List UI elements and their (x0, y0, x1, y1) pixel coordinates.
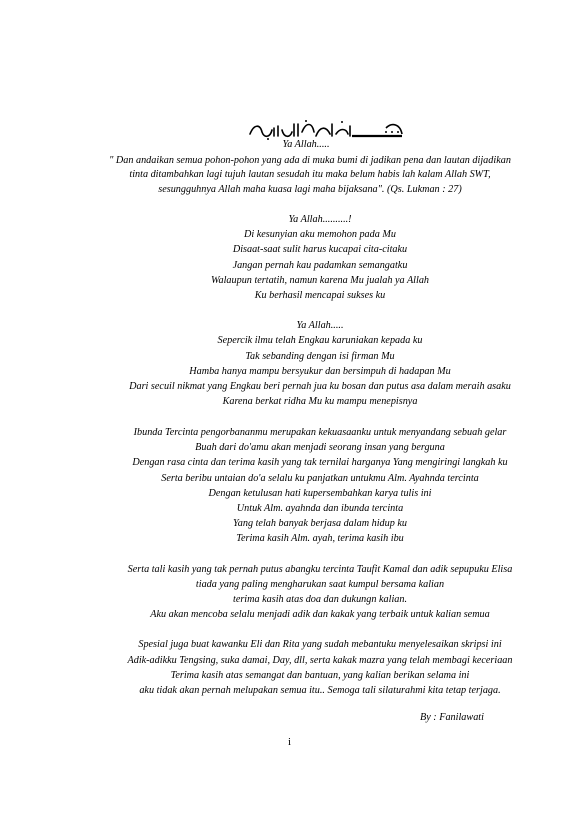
poem-line: Dari secuil nikmat yang Engkau beri pernah jua ku bosan dan putus asa dalam meraih asaku (129, 381, 511, 392)
poem-line: Adik-adikku Tengsing, suka damai, Day, dll, serta kakak mazra yang telah membagi keceriaan (127, 655, 513, 666)
poem-line: Tak sebanding dengan isi firman Mu (245, 351, 395, 362)
poem-line: Karena berkat ridha Mu ku mampu menepisnya (222, 396, 418, 407)
poem-line: Dengan rasa cinta dan terima kasih yang tak ternilai harganya Yang mengiringi langkah ku (132, 457, 508, 468)
quote-line: " Dan andaikan semua pohon-pohon yang ada di muka bumi di jadikan pena dan lautan dijadikan (109, 155, 511, 166)
quote-line: sesungguhnya Allah maha kuasa lagi maha bijaksana". (Qs. Lukman : 27) (158, 184, 462, 195)
poem-line: tiada yang paling mengharukan saat kumpul bersama kalian (195, 579, 445, 590)
poem-line: Ya Allah..... (296, 320, 344, 331)
poem-line: Jangan pernah kau padamkan semangatku (232, 260, 408, 271)
poem-line: Buah dari do'amu akan menjadi seorang insan yang berguna (195, 442, 445, 453)
poem-line: Aku akan mencoba selalu menjadi adik dan kakak yang terbaik untuk kalian semua (150, 609, 490, 620)
poem-line: Dengan ketulusan hati kupersembahkan karya tulis ini (208, 488, 432, 499)
poem-line: Serta tali kasih yang tak pernah putus abangku tercinta Taufit Kamal dan adik sepupuku Elisa (127, 564, 513, 575)
poem-line: Terima kasih Alm. ayah, terima kasih ibu (236, 533, 404, 544)
poem-line: Serta beribu untaian do'a selalu ku panjatkan untukmu Alm. Ayahnda tercinta (161, 473, 479, 484)
poem-line: Spesial juga buat kawanku Eli dan Rita yang sudah mebantuku menyelesaikan skripsi ini (138, 639, 502, 650)
poem-line: Sepercik ilmu telah Engkau karuniakan kepada ku (217, 335, 423, 346)
poem-line: Hamba hanya mampu bersyukur dan bersimpuh di hadapan Mu (189, 366, 451, 377)
poem-line: Ya Allah..........! (288, 214, 352, 225)
poem-line: Ibunda Tercinta pengorbananmu merupakan kekuasaanku untuk menyandang sebuah gelar (133, 427, 507, 438)
quote-line: tinta ditambahkan lagi tujuh lautan sesudah itu maka belum habis lah kalam Allah SWT, (129, 169, 491, 180)
poem-line: Walaupun tertatih, namun karena Mu jualah ya Allah (210, 275, 430, 286)
poem-line: terima kasih atas doa dan dukungn kalian. (232, 594, 408, 605)
poem-line: Di kesunyian aku memohon pada Mu (244, 229, 396, 240)
poem-line: Ku berhasil mencapai sukses ku (254, 290, 386, 301)
poem-line: Terima kasih atas semangat dan bantuan, yang kalian berikan selama ini (170, 670, 470, 681)
poem-line: Untuk Alm. ayahnda dan ibunda tercinta (236, 503, 404, 514)
signature: By : Fanilawati (420, 712, 484, 723)
page-number: i (287, 736, 292, 748)
invocation-text: Ya Allah..... (282, 139, 330, 150)
poem-line: Yang telah banyak berjasa dalam hidup ku (233, 518, 407, 529)
poem-line: aku tidak akan pernah melupakan semua itu.. Semoga tali silaturahmi kita tetap terjaga. (139, 685, 501, 696)
poem-line: Disaat-saat sulit harus kucapai cita-citaku (232, 244, 408, 255)
